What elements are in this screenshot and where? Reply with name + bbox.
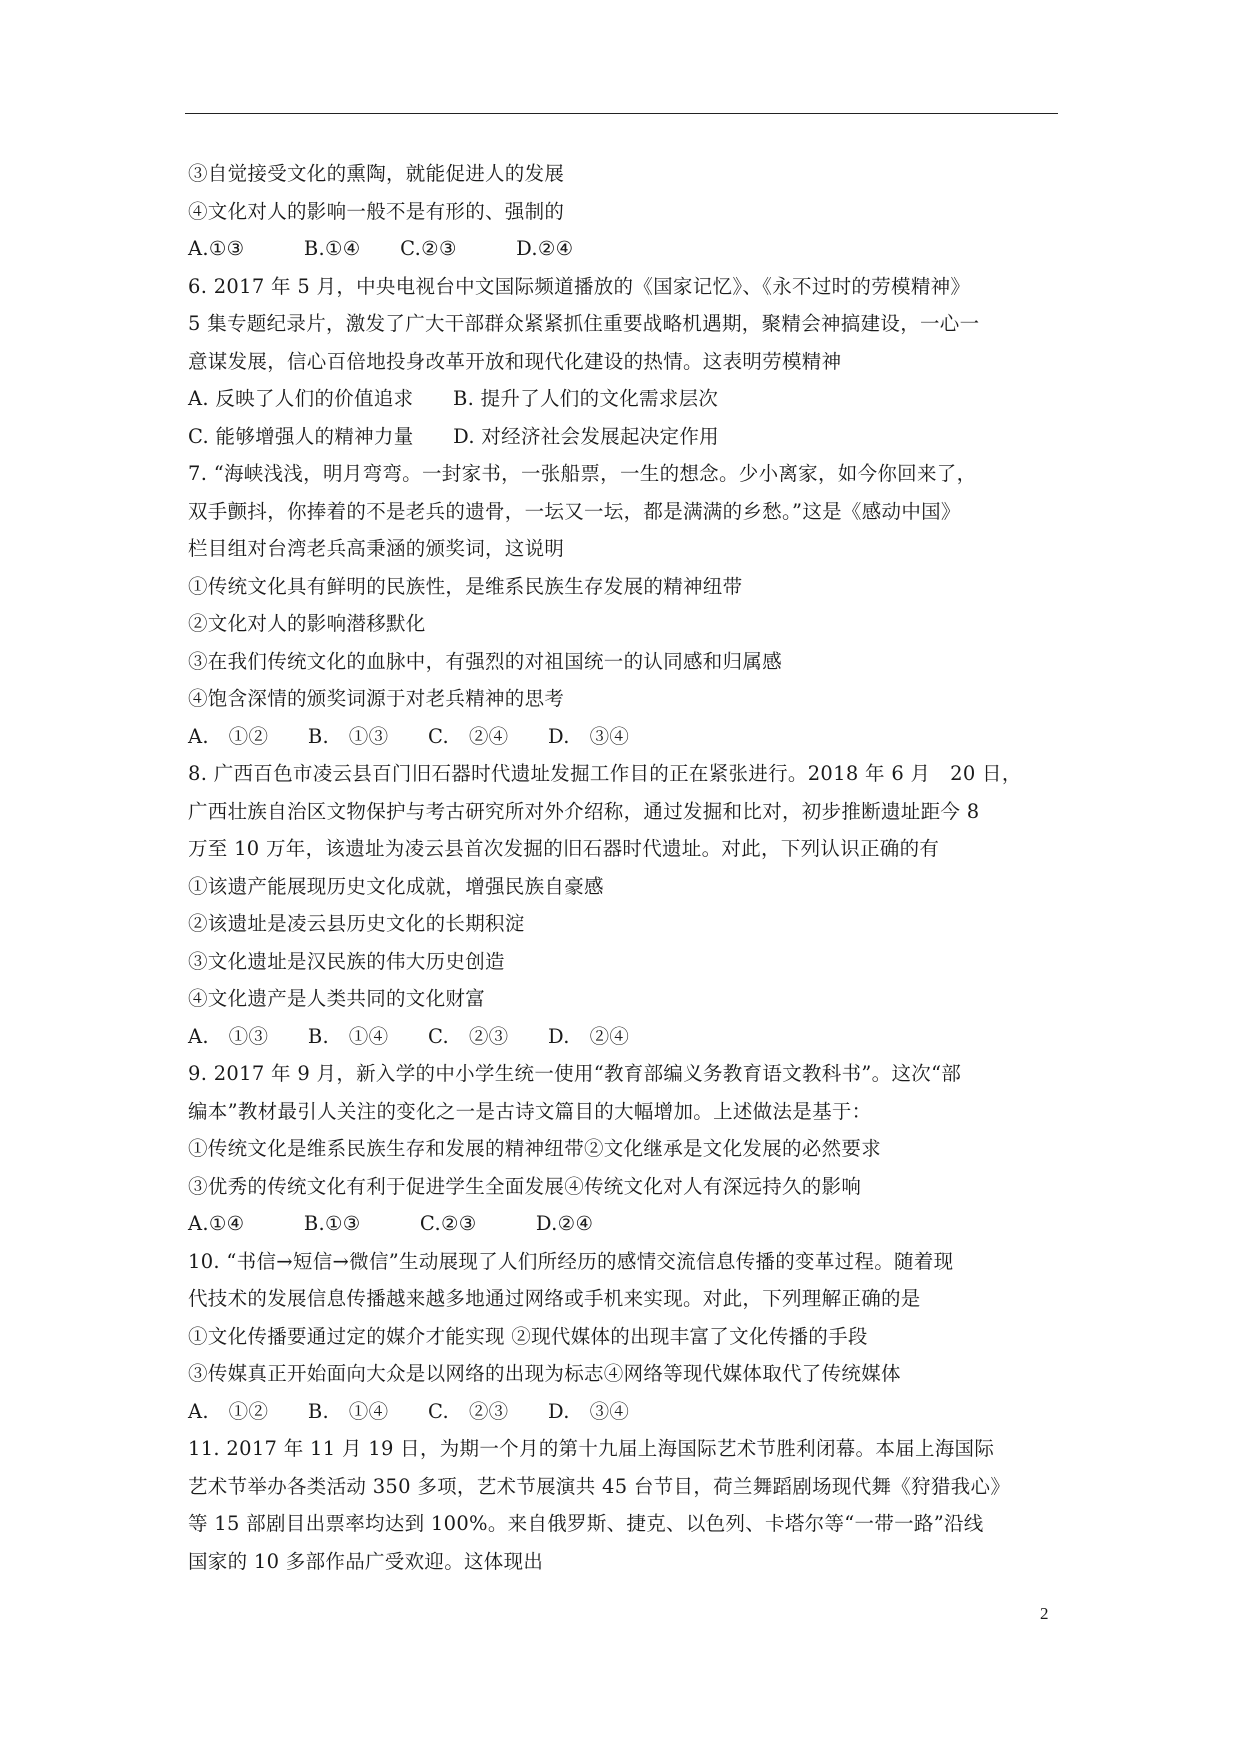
question-7-stem: 7. “海峡浅浅，明月弯弯。一封家书，一张船票，一生的想念。少小离家，如今你回来了， [188, 462, 977, 485]
answer-options: A. ①② B. ①③ C. ②④ D. ③④ [188, 724, 630, 748]
question-10-stem: 10. “书信→短信→微信”生动展现了人们所经历的感情交流信息传播的变革过程。随着现 [188, 1249, 954, 1273]
answer-options: A. ①② B. ①④ C. ②③ D. ③④ [188, 1399, 630, 1423]
text-line: ①传统文化具有鲜明的民族性，是维系民族生存发展的精神纽带 [188, 574, 743, 598]
text-line: ③传媒真正开始面向大众是以网络的出现为标志④网络等现代媒体取代了传统媒体 [188, 1362, 901, 1385]
question-9-stem: 9. 2017 年 9 月，新入学的中小学生统一使用“教育部编义务教育语文教科书”。这次“部 [188, 1062, 962, 1085]
text-line: ①传统文化是维系民族生存和发展的精神纽带②文化继承是文化发展的必然要求 [188, 1137, 882, 1160]
text-line: 广西壮族自治区文物保护与考古研究所对外介绍称，通过发掘和比对，初步推断遗址距今 8 [188, 799, 980, 823]
answer-options: A.①④ B.①③ C.②③ D.②④ [188, 1212, 594, 1235]
text-line: ④文化遗产是人类共同的文化财富 [188, 987, 486, 1010]
text-line: 编本”教材最引人关注的变化之一是古诗文篇目的大幅增加。上述做法是基于： [188, 1099, 872, 1123]
text-line: 栏目组对台湾老兵高秉涵的颁奖词，这说明 [188, 537, 565, 560]
text-line: 艺术节举办各类活动 350 多项，艺术节展演共 45 台节目，荷兰舞蹈剧场现代舞《狩猎我心》 [188, 1474, 1011, 1498]
question-8-stem: 8. 广西百色市凌云县百门旧石器时代遗址发掘工作目的正在紧张进行。2018 年 6 月 20 日， [188, 762, 1022, 785]
text-line: 万至 10 万年，该遗址为凌云县首次发掘的旧石器时代遗址。对此，下列认识正确的有 [188, 837, 940, 860]
text-line: 意谋发展，信心百倍地投身改革开放和现代化建设的热情。这表明劳模精神 [188, 349, 842, 373]
text-line: 代技术的发展信息传播越来越多地通过网络或手机来实现。对此，下列理解正确的是 [188, 1287, 921, 1310]
text-line: 双手颤抖，你捧着的不是老兵的遗骨，一坛又一坛，都是满满的乡愁。”这是《感动中国》 [188, 499, 961, 523]
text-line: ④文化对人的影响一般不是有形的、强制的 [188, 199, 565, 223]
text-line: ②该遗址是凌云县历史文化的长期积淀 [188, 912, 525, 935]
text-line: ③优秀的传统文化有利于促进学生全面发展④传统文化对人有深远持久的影响 [188, 1174, 862, 1198]
page-number: 2 [1040, 1604, 1049, 1623]
answer-options: A. 反映了人们的价值追求 B. 提升了人们的文化需求层次 [188, 387, 719, 410]
header-rule [185, 113, 1058, 114]
answer-options: A.①③ B.①④ C.②③ D.②④ [188, 237, 574, 260]
text-line: ②文化对人的影响潜移默化 [188, 612, 426, 635]
question-text [188, 155, 1068, 1580]
question-11-stem: 11. 2017 年 11 月 19 日，为期一个月的第十九届上海国际艺术节胜利闭幕。本届上海国际 [188, 1437, 995, 1460]
text-line: ①该遗产能展现历史文化成就，增强民族自豪感 [188, 874, 604, 898]
question-6-stem: 6. 2017 年 5 月，中央电视台中文国际频道播放的《国家记忆》、《永不过时的劳模精神》 [188, 274, 971, 298]
text-line: ①文化传播要通过定的媒介才能实现 ②现代媒体的出现丰富了文化传播的手段 [188, 1324, 868, 1348]
text-line: ③文化遗址是汉民族的伟大历史创造 [188, 949, 505, 973]
text-line: ③自觉接受文化的熏陶，就能促进人的发展 [188, 162, 565, 185]
text-line: 国家的 10 多部作品广受欢迎。这体现出 [188, 1549, 544, 1573]
text-line: 5 集专题纪录片，激发了广大干部群众紧紧抓住重要战略机遇期，聚精会神搞建设，一心一 [188, 312, 980, 335]
text-line: 等 15 部剧目出票率均达到 100%。来自俄罗斯、捷克、以色列、卡塔尔等“一带一路”沿线 [188, 1512, 984, 1535]
text-line: ③在我们传统文化的血脉中，有强烈的对祖国统一的认同感和归属感 [188, 649, 783, 673]
text-line: ④饱含深情的颁奖词源于对老兵精神的思考 [188, 687, 565, 710]
answer-options: A. ①③ B. ①④ C. ②③ D. ②④ [188, 1024, 630, 1048]
answer-options: C. 能够增强人的精神力量 D. 对经济社会发展起决定作用 [188, 424, 719, 448]
